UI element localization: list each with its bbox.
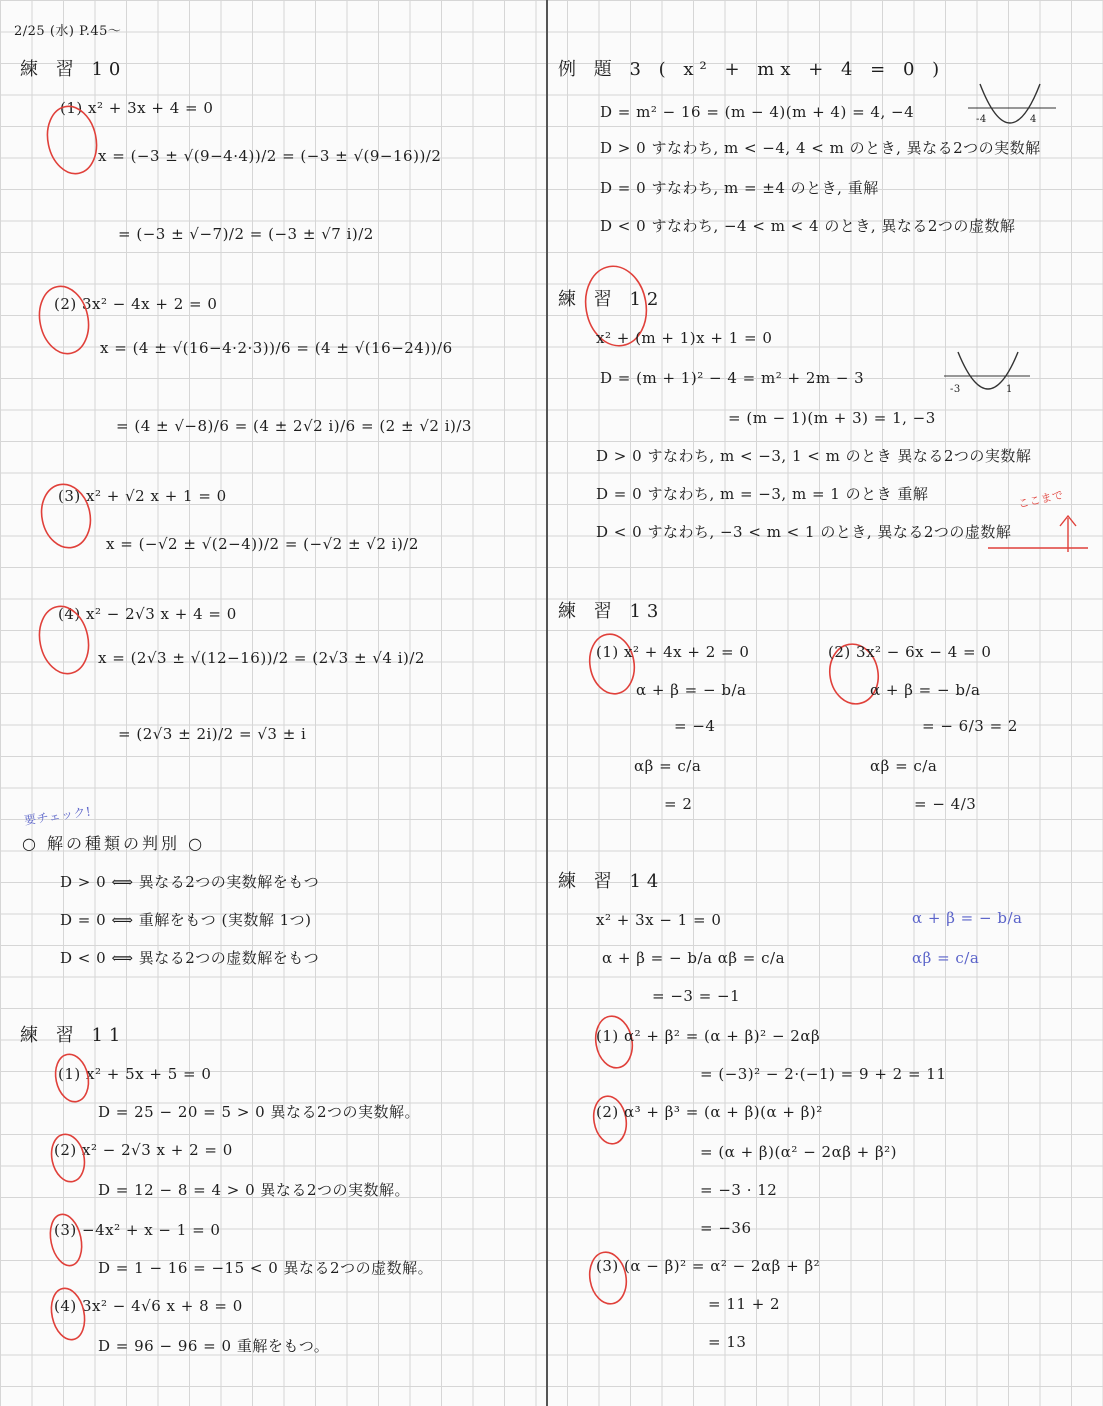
ex3-graph-left-root: -4	[976, 114, 987, 125]
ex11-problem-4-answer: D = 96 − 96 = 0 重解をもつ。	[98, 1337, 330, 1355]
ex11-problem-3-answer: D = 1 − 16 = −15 < 0 異なる2つの虚数解。	[98, 1259, 434, 1277]
stop-here-note: ここまで	[1017, 488, 1065, 511]
ex11-problem-3: (3) −4x² + x − 1 = 0	[54, 1221, 221, 1239]
date-heading: 2/25 (水) P.45〜	[14, 24, 122, 39]
exercise-12-title: 練 習 12	[558, 289, 665, 310]
ex14-problem-2: (2) α³ + β³ = (α + β)(α + β)²	[596, 1103, 823, 1121]
ex12-equation: x² + (m + 1)x + 1 = 0	[596, 329, 773, 347]
exercise-14-title: 練 習 14	[558, 871, 665, 892]
ex14-problem-1-answer: = (−3)² − 2·(−1) = 9 + 2 = 11	[700, 1065, 947, 1083]
ex12-graph-right-root: 1	[1006, 384, 1013, 395]
ex14-problem-3-answer: = 13	[708, 1333, 747, 1351]
ex13-problem-2: (2) 3x² − 6x − 4 = 0	[828, 643, 992, 661]
ex3-discriminant: D = m² − 16 = (m − 4)(m + 4) = 4, −4	[600, 103, 915, 121]
ex12-discriminant: D = (m + 1)² − 4 = m² + 2m − 3	[600, 369, 865, 387]
ex14-equation: x² + 3x − 1 = 0	[596, 911, 722, 929]
ex3-case-zero: D = 0 すなわち, m = ±4 のとき, 重解	[600, 179, 879, 197]
ex13-problem-1-sum-value: = −4	[674, 717, 716, 735]
ex14-problem-2-answer: = −36	[700, 1219, 752, 1237]
right-sketches	[548, 0, 1103, 1406]
ex13-problem-1: (1) x² + 4x + 2 = 0	[596, 643, 750, 661]
left-page	[0, 0, 546, 1406]
ex3-graph-right-root: 4	[1030, 114, 1037, 125]
ex14-problem-2-step-2: = −3 · 12	[700, 1181, 778, 1199]
discriminant-title: ○ 解の種類の判別 ○	[22, 834, 206, 853]
ex10-problem-1-step-1: x = (−3 ± √(9−4·4))/2 = (−3 ± √(9−16))/2	[98, 147, 442, 165]
discriminant-rule-2: D = 0 ⟺ 重解をもつ (実数解 1つ)	[60, 911, 312, 929]
ex13-problem-2-sum-value: = − 6/3 = 2	[922, 717, 1018, 735]
ex13-problem-2-sum: α + β = − b/a	[870, 681, 981, 699]
ex11-problem-1: (1) x² + 5x + 5 = 0	[58, 1065, 212, 1083]
ex12-factored: = (m − 1)(m + 3) = 1, −3	[728, 409, 936, 427]
exercise-10-title: 練 習 10	[20, 59, 127, 80]
ex12-case-positive: D > 0 すなわち, m < −3, 1 < m のとき 異なる2つの実数解	[596, 447, 1032, 465]
right-page	[548, 0, 1103, 1406]
ex10-problem-1: (1) x² + 3x + 4 = 0	[60, 99, 214, 117]
exercise-13-title: 練 習 13	[558, 601, 665, 622]
ex3-case-negative: D < 0 すなわち, −4 < m < 4 のとき, 異なる2つの虚数解	[600, 217, 1016, 235]
ex10-problem-2-step-2: = (4 ± √−8)/6 = (4 ± 2√2 i)/6 = (2 ± √2 i)/3	[116, 417, 472, 435]
ex10-problem-1-step-2: = (−3 ± √−7)/2 = (−3 ± √7 i)/2	[118, 225, 374, 243]
check-note: 要チェック!	[23, 804, 93, 828]
ex13-problem-2-product-value: = − 4/3	[914, 795, 977, 813]
ex14-problem-3: (3) (α − β)² = α² − 2αβ + β²	[596, 1257, 821, 1275]
ex14-problem-2-step-1: = (α + β)(α² − 2αβ + β²)	[700, 1143, 898, 1161]
discriminant-rule-1: D > 0 ⟺ 異なる2つの実数解をもつ	[60, 873, 320, 891]
ex13-problem-1-sum: α + β = − b/a	[636, 681, 747, 699]
ex10-problem-4: (4) x² − 2√3 x + 4 = 0	[58, 605, 237, 623]
ex11-problem-4: (4) 3x² − 4√6 x + 8 = 0	[54, 1297, 243, 1315]
ex12-case-negative: D < 0 すなわち, −3 < m < 1 のとき, 異なる2つの虚数解	[596, 523, 1012, 541]
ex14-formulas: α + β = − b/a αβ = c/a	[602, 949, 786, 967]
ex14-problem-3-step-1: = 11 + 2	[708, 1295, 781, 1313]
ex12-graph-left-root: -3	[950, 384, 961, 395]
ex10-problem-2: (2) 3x² − 4x + 2 = 0	[54, 295, 218, 313]
check-circle	[585, 631, 639, 698]
ex14-values: = −3 = −1	[652, 987, 741, 1005]
example-3-title: 例 題 3 ( x² + mx + 4 = 0 )	[558, 59, 946, 80]
ex14-note-product: αβ = c/a	[912, 949, 980, 967]
exercise-11-title: 練 習 11	[20, 1025, 127, 1046]
ex11-problem-1-answer: D = 25 − 20 = 5 > 0 異なる2つの実数解。	[98, 1103, 421, 1121]
ex10-problem-4-step-2: = (2√3 ± 2i)/2 = √3 ± i	[118, 725, 307, 743]
ex10-problem-3-step-1: x = (−√2 ± √(2−4))/2 = (−√2 ± √2 i)/2	[106, 535, 419, 553]
ex10-problem-3: (3) x² + √2 x + 1 = 0	[58, 487, 227, 505]
ex13-problem-1-product-value: = 2	[664, 795, 693, 813]
ex13-problem-2-product: αβ = c/a	[870, 757, 938, 775]
ex14-note-sum: α + β = − b/a	[912, 909, 1023, 927]
discriminant-rule-3: D < 0 ⟺ 異なる2つの虚数解をもつ	[60, 949, 320, 967]
ex12-case-zero: D = 0 すなわち, m = −3, m = 1 のとき 重解	[596, 485, 929, 503]
ex14-problem-1: (1) α² + β² = (α + β)² − 2αβ	[596, 1027, 821, 1045]
ex3-case-positive: D > 0 すなわち, m < −4, 4 < m のとき, 異なる2つの実数解	[600, 139, 1041, 157]
ex10-problem-2-step-1: x = (4 ± √(16−4·2·3))/6 = (4 ± √(16−24))/6	[100, 339, 453, 357]
ex10-problem-4-step-1: x = (2√3 ± √(12−16))/2 = (2√3 ± √4 i)/2	[98, 649, 425, 667]
ex13-problem-1-product: αβ = c/a	[634, 757, 702, 775]
ex11-problem-2-answer: D = 12 − 8 = 4 > 0 異なる2つの実数解。	[98, 1181, 410, 1199]
ex11-problem-2: (2) x² − 2√3 x + 2 = 0	[54, 1141, 233, 1159]
